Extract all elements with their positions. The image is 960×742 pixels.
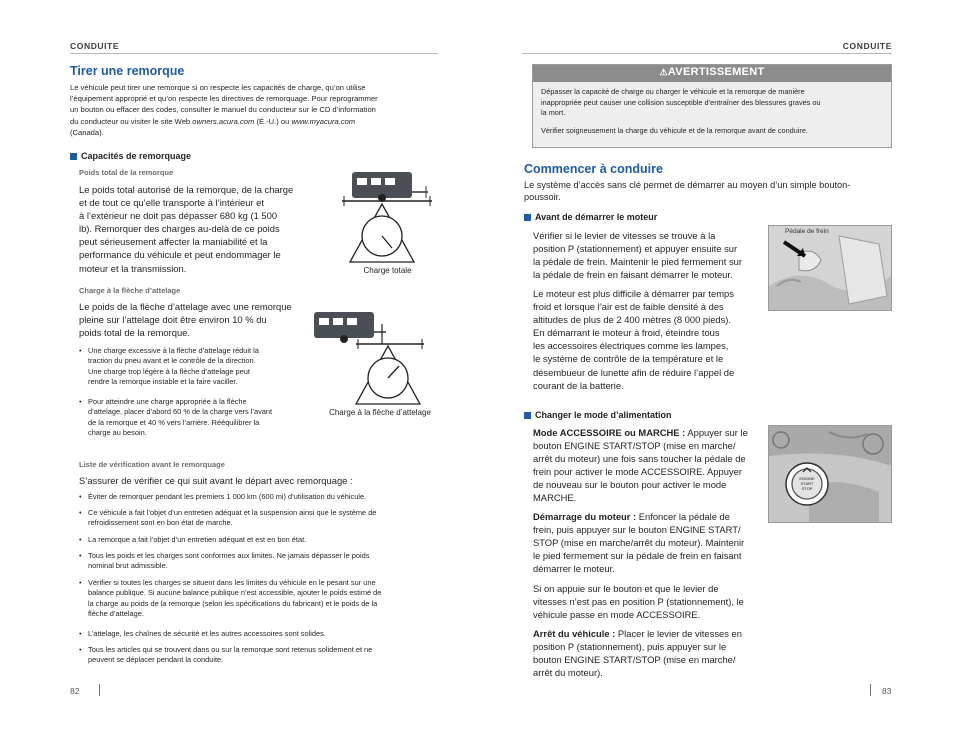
checklist-item: • Tous les poids et les charges sont conformes aux limites. Ne jamais dépasser le poids nominal brut admissible. (79, 551, 458, 572)
page-header: CONDUITE (842, 41, 892, 51)
engine-start-photo (768, 425, 892, 523)
intro-paragraph: Le système d’accès sans clé permet de démarrer au moyen d’un simple bouton- poussoir. (524, 180, 851, 202)
capacities-heading: Capacités de remorquage (70, 151, 191, 161)
header-rule (522, 53, 892, 54)
checklist-item: • L’attelage, les chaînes de sécurité et les autres accessoires sont solides. (79, 629, 458, 639)
cold-start-text: Le moteur est plus difficile à démarrer par temps froid et lorsque l’air est de faible densité à des altitudes de plus de 2 400 mètres (8 000 pieds). En démarrant le moteur à froid, éteindre tous les accessoires électriques comme les lampes, le système de contrôle de la température et le désembueur de lunette afin de réduire l’appel de courant de la batterie. (533, 288, 735, 391)
before-start-heading: Avant de démarrer le moteur (524, 212, 657, 222)
warning-title: ⚠AVERTISSEMENT (659, 66, 765, 78)
checklist-item: • La remorque a fait l’objet d’un entretien adéquat et est en bon état. (79, 535, 458, 545)
heading-marker (70, 153, 77, 160)
tongue-text: Le poids de la flèche d’attelage avec une remorque pleine sur l’attelage doit être environ 10 % du poids total de la remorque. (79, 301, 292, 339)
dashboard-image (769, 426, 891, 522)
warning-check: Vérifier soigneusement la charge du véhicule et de la remorque avant de conduire. (541, 126, 808, 135)
page-number-separator (870, 684, 871, 696)
warning-text: Dépasser la capacité de charge ou charger le véhicule et la remorque de manière inappropriée peut causer une collision susceptible d’entraîner des blessures graves ou la mort. (541, 87, 821, 118)
right-page (480, 0, 960, 742)
accessory-mode-text: Mode ACCESSOIRE ou MARCHE : Appuyer sur le bouton ENGINE START/STOP (mise en marche/ arrêt du moteur) une fois sans toucher la pédale de frein pour activer le mode ACCESSOIRE. Appuyer de nouveau sur le bouton pour activer le mode MARCHE. (533, 427, 748, 504)
header-rule (70, 53, 438, 54)
total-weight-subheading: Poids total de la remorque (79, 168, 174, 177)
section-title: Tirer une remorque (70, 64, 185, 78)
checklist-subheading: Liste de vérification avant le remorquage (79, 460, 225, 469)
warning-triangle-icon: ⚠ (659, 67, 668, 77)
accessory-note-text: Si on appuie sur le bouton et que le levier de vitesses n’est pas en position P (stationnement), le véhicule passe en mode ACCESSOIRE. (533, 583, 744, 621)
tongue-bullet: • Une charge excessive à la flèche d’attelage réduit la traction du pneu avant et le contrôle de la direction. Une charge trop légère à la flèche d’attelage peut rendre la remorque instable et la faire vaciller. (79, 346, 328, 388)
checklist-intro: S’assurer de vérifier ce qui suit avant le départ avec remorquage : (79, 475, 353, 486)
checklist-item: • Vérifier si toutes les charges se situent dans les limites du véhicule en le pesant sur une balance publique. Si aucune balance publique n’est accessible, ajouter le poids estimé de la charge au poids de la remorque (selon les spécifications du fabricant) et le poids de la flèche d’attelage. (79, 578, 458, 620)
checklist-item: • Ce véhicule a fait l’objet d’un entretien adéquat et la suspension ainsi que le système de refroidissement sont en bon état de marche. (79, 508, 458, 529)
tongue-bullet: • Pour atteindre une charge appropriée à la flèche d’attelage, placer d’abord 60 % de la charge vers l’avant de la remorque et 40 % vers l’arrière. Rééquilibrer la charge au besoin. (79, 397, 328, 439)
total-load-caption: Charge totale (363, 266, 412, 275)
tongue-load-caption: Charge à la flèche d’attelage (329, 408, 431, 417)
section-title: Commencer à conduire (524, 162, 663, 176)
vehicle-stop-text: Arrêt du véhicule : Placer le levier de vitesses en position P (stationnement), puis appuyer sur le bouton ENGINE START/STOP (mise en marche/ arrêt du moteur). (533, 628, 742, 679)
checklist-item: • Éviter de remorquer pendant les premiers 1 000 km (600 mi) d’utilisation du véhicule. (79, 492, 458, 502)
start-button-label: ENGINE START STOP (799, 476, 815, 491)
page-number: 82 (70, 686, 80, 696)
brake-pedal-image (769, 226, 891, 310)
heading-marker (524, 412, 531, 419)
page-number-separator (99, 684, 100, 696)
total-load-illustration (340, 168, 435, 266)
engine-start-text: Démarrage du moteur : Enfoncer la pédale de frein, puis appuyer sur le bouton ENGINE START/ STOP (mise en marche/arrêt du moteur). Maintenir le pied fermement sur la pédale de frein en faisant démarrer le moteur. (533, 511, 745, 575)
checklist-item: • Tous les articles qui se trouvent dans ou sur la remorque sont retenus solidement et ne peuvent se déplacer pendant la conduite. (79, 645, 458, 666)
heading-marker (524, 214, 531, 221)
power-mode-heading: Changer le mode d’alimentation (524, 410, 672, 420)
total-weight-text: Le poids total autorisé de la remorque, de la charge et de tout ce qu’elle transporte à l’intérieur et à l’extérieur ne doit pas dépasser 680 kg (1 500 lb). Remorquer des charges au-delà de ce poids peut sérieusement affecter la maniabilité et la performance du véhicule et peut endommager le moteur et la transmission. (79, 184, 294, 274)
myacura-link[interactable]: www.myacura.com (291, 116, 356, 126)
acura-link[interactable]: owners.acura.com (192, 116, 255, 126)
warning-box (532, 64, 892, 148)
brake-pedal-photo (768, 225, 892, 311)
intro-paragraph: Le véhicule peut tirer une remorque si on respecte les capacités de charge, qu’on utilise l’équipement approprié et qu’on respecte les directives de remorquage. Pour reprogrammer un bouton ou effacer des codes, consulter le manuel du conducteur sur le CD d’information du conducteur ou visiter le site Web owners.acura.com (É.-U.) ou www.myacura.com (Canada). (70, 83, 378, 137)
page-header: CONDUITE (70, 41, 120, 51)
tongue-subheading: Charge à la flèche d’attelage (79, 286, 181, 295)
before-start-text: Vérifier si le levier de vitesses se trouve à la position P (stationnement) et appuyer ensuite sur la pédale de frein. Maintenir le pied fermement sur la pédale de frein en faisant démarrer le moteur. (533, 230, 742, 281)
brake-pedal-label: Pédale de frein (785, 228, 829, 235)
page-number: 83 (882, 686, 892, 696)
tongue-load-illustration (312, 306, 437, 406)
